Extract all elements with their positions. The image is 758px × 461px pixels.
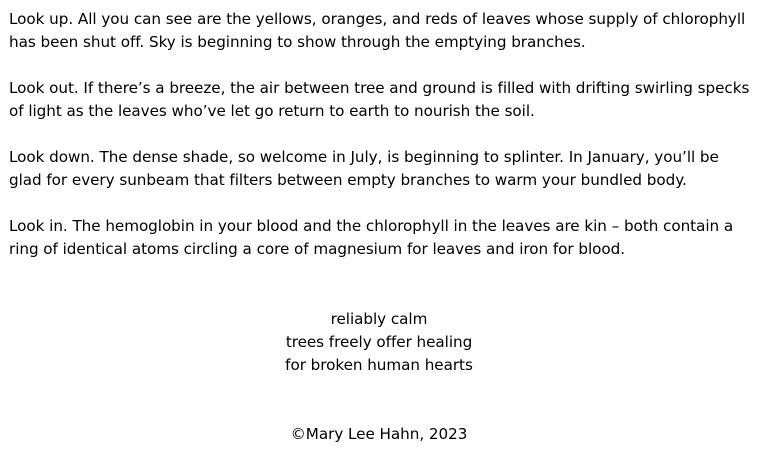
paragraph-look-up: Look up. All you can see are the yellows, oranges, and reds of leaves whose supply of chlorophyll has been shut off. Sky is beginning to show through the emptying branches. [9, 10, 746, 51]
haiku-line-2: trees freely offer healing [285, 333, 473, 351]
haiku-line-1: reliably calm [330, 310, 428, 328]
paragraph-look-in: Look in. The hemoglobin in your blood and the chlorophyll in the leaves are kin – both contain a ring of identical atoms circling a core of magnesium for leaves and iron for blood. [9, 217, 734, 258]
paragraph-look-out: Look out. If there’s a breeze, the air between tree and ground is filled with drifting swirling specks of light as the leaves who’ve let go return to earth to nourish the soil. [9, 79, 750, 120]
copyright-notice: ©Mary Lee Hahn, 2023 [290, 425, 468, 443]
prose-body [9, 8, 754, 284]
paragraph-look-down: Look down. The dense shade, so welcome in July, is beginning to splinter. In January, you’ll be glad for every sunbeam that filters between empty branches to warm your bundled body. [9, 148, 719, 189]
haiku-line-3: for broken human hearts [285, 356, 473, 374]
haiku [0, 308, 758, 377]
